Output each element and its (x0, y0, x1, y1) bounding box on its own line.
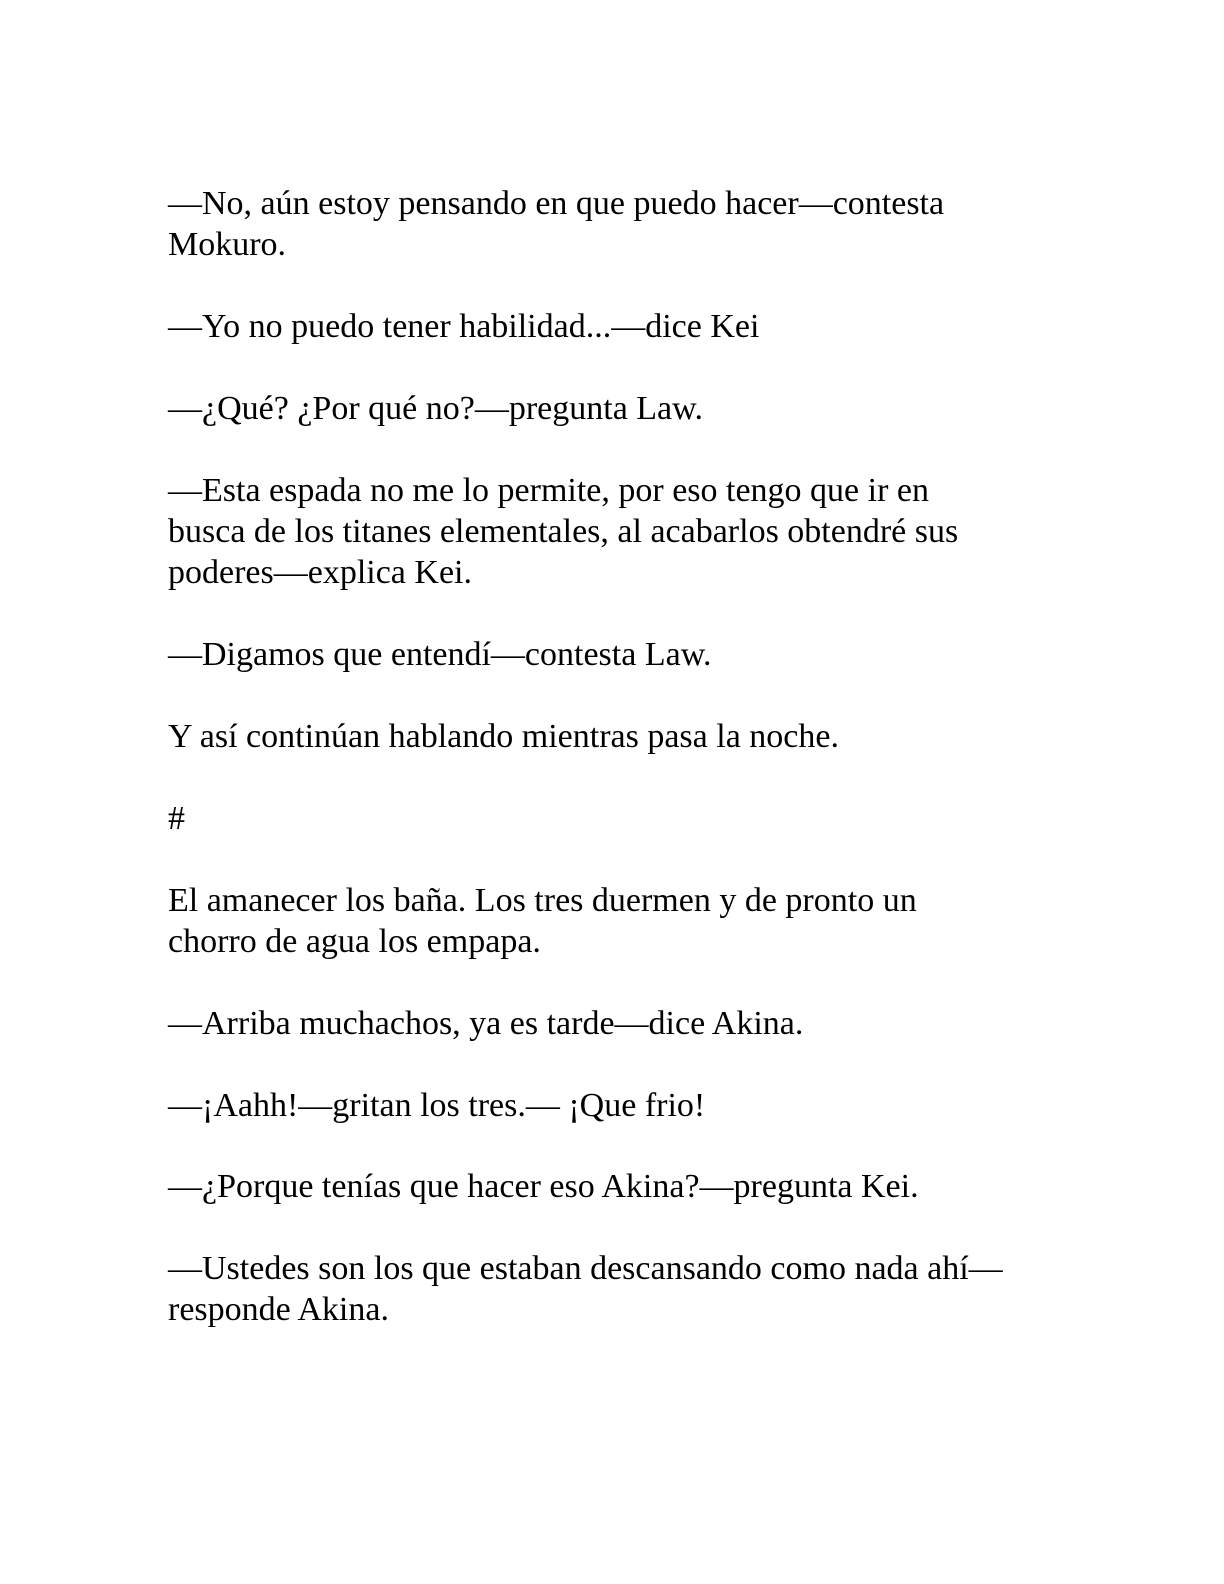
paragraph (168, 880, 1068, 962)
text-line: —¡Aahh!—gritan los tres.— ¡Que frio! (168, 1087, 706, 1124)
text-line: —Arriba muchachos, ya es tarde—dice Akina. (168, 1005, 804, 1042)
paragraph (168, 1166, 1068, 1207)
section-break (168, 798, 1068, 839)
paragraph (168, 1003, 1068, 1044)
text-line: Y así continúan hablando mientras pasa la noche. (168, 718, 839, 755)
text-line: —¿Qué? ¿Por qué no?—pregunta Law. (168, 390, 703, 427)
paragraph (168, 634, 1068, 675)
text-line: —¿Porque tenías que hacer eso Akina?—pregunta Kei. (168, 1168, 919, 1205)
text-line: busca de los titanes elementales, al acabarlos obtendré sus (168, 513, 959, 550)
paragraph (168, 306, 1068, 347)
text-line: El amanecer los baña. Los tres duermen y de pronto un (168, 882, 917, 919)
paragraph (168, 470, 1068, 593)
text-line: Mokuro. (168, 226, 287, 263)
text-line: chorro de agua los empapa. (168, 923, 541, 960)
paragraph (168, 1248, 1068, 1330)
paragraph (168, 716, 1068, 757)
paragraph (168, 183, 1068, 265)
paragraph (168, 1085, 1068, 1126)
text-line: —Ustedes son los que estaban descansando como nada ahí— (168, 1250, 1003, 1287)
paragraph (168, 388, 1068, 429)
text-line: poderes—explica Kei. (168, 554, 472, 591)
text-line: —No, aún estoy pensando en que puedo hacer—contesta (168, 185, 945, 222)
text-line: —Digamos que entendí—contesta Law. (168, 636, 712, 673)
text-line: —Esta espada no me lo permite, por eso tengo que ir en (168, 472, 929, 509)
text-line: responde Akina. (168, 1291, 389, 1328)
text-line: # (168, 800, 185, 837)
text-line: —Yo no puedo tener habilidad...—dice Kei (168, 308, 760, 345)
